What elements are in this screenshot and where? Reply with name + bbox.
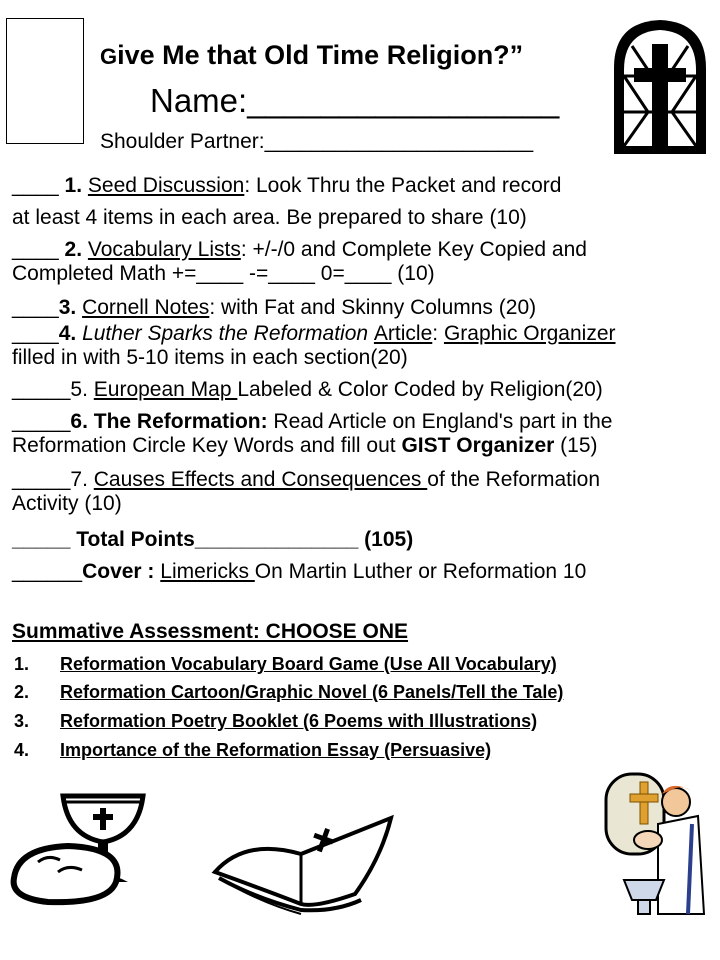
- task-4-line2: filled in with 5-10 items in each section(20): [12, 346, 408, 369]
- cover-task: [12, 560, 586, 583]
- option-2: [14, 682, 563, 703]
- task-6-points: (15): [554, 434, 598, 457]
- option-3-number: 3.: [14, 711, 30, 731]
- blank-box: [6, 18, 84, 144]
- cover-label: Cover :: [82, 560, 161, 583]
- task-7-line2: Activity (10): [12, 492, 122, 515]
- task-7-desc: of the Reformation: [427, 468, 601, 491]
- task-1-number: 1.: [58, 174, 88, 197]
- option-1-number: 1.: [14, 654, 30, 674]
- task-4-separator: :: [432, 322, 444, 345]
- task-1-line2: at least 4 items in each area. Be prepared to share (10): [12, 206, 527, 229]
- task-2: [12, 238, 587, 261]
- task-2-title: Vocabulary Lists: [87, 238, 241, 261]
- task-6: [12, 410, 612, 433]
- task-4-blank: ____: [12, 322, 59, 345]
- title-first-letter: G: [100, 44, 118, 69]
- task-3-title: Cornell Notes: [82, 296, 210, 319]
- option-4-text: Importance of the Reformation Essay (Persuasive): [60, 740, 492, 760]
- task-2-number: 2.: [58, 238, 88, 261]
- option-1-text: Reformation Vocabulary Board Game (Use All Vocabulary): [60, 654, 557, 674]
- task-7: [12, 468, 600, 491]
- task-4-organizer: Graphic Organizer: [443, 322, 616, 345]
- task-7-title: Causes Effects and Consequences: [93, 468, 428, 491]
- summative-heading: Summative Assessment: CHOOSE ONE: [12, 620, 409, 643]
- option-2-number: 2.: [14, 682, 30, 702]
- task-1-desc: : Look Thru the Packet and record: [244, 174, 562, 197]
- page-title: [100, 40, 523, 71]
- total-points: _____ Total Points______________ (105): [12, 528, 414, 551]
- task-2-desc: : +/-/0 and Complete Key Copied and: [240, 238, 587, 261]
- task-6-desc: Read Article on England's part in the: [267, 410, 613, 433]
- task-5-blank: _____: [12, 378, 71, 401]
- task-3-number: 3.: [58, 296, 83, 319]
- option-3: [14, 711, 537, 732]
- church-window-cross-icon: [608, 16, 712, 156]
- task-2-line2: Completed Math +=____ -=____ 0=____ (10): [12, 262, 435, 285]
- name-field: Name:_________________: [150, 82, 560, 119]
- task-6-line2: [12, 434, 598, 457]
- task-4-number: 4.: [58, 322, 83, 345]
- title-text: ive Me that Old Time Religion?”: [117, 40, 524, 70]
- task-5-number: 5.: [70, 378, 94, 401]
- open-bible-icon: [205, 798, 405, 918]
- priest-baptism-icon: [600, 768, 712, 916]
- task-3-blank: ____: [12, 296, 59, 319]
- option-4: [14, 740, 491, 761]
- task-5-desc: Labeled & Color Coded by Religion(20): [237, 378, 603, 401]
- task-7-number: 7.: [70, 468, 94, 491]
- shoulder-partner-field: Shoulder Partner:_______________________: [100, 130, 534, 153]
- task-5: [12, 378, 603, 401]
- task-6-blank: _____: [12, 410, 71, 433]
- task-6-line2-text: Reformation Circle Key Words and fill out: [12, 434, 402, 457]
- task-1-blank: ____: [12, 174, 59, 197]
- task-6-title: 6. The Reformation:: [70, 410, 268, 433]
- task-1: [12, 174, 561, 197]
- option-1: [14, 654, 557, 675]
- task-4: [12, 322, 616, 345]
- cover-blank: ______: [12, 560, 83, 583]
- task-6-gist: GIST Organizer: [401, 434, 555, 457]
- cover-desc: On Martin Luther or Reformation 10: [254, 560, 587, 583]
- option-2-text: Reformation Cartoon/Graphic Novel (6 Panels/Tell the Tale): [60, 682, 564, 702]
- task-7-blank: _____: [12, 468, 71, 491]
- task-5-title: European Map: [93, 378, 238, 401]
- task-4-title: Article: [373, 322, 433, 345]
- chalice-bread-icon: [8, 786, 178, 906]
- cover-title: Limericks: [160, 560, 255, 583]
- option-3-text: Reformation Poetry Booklet (6 Poems with Illustrations): [60, 711, 538, 731]
- task-4-article-title: Luther Sparks the Reformation: [82, 322, 374, 345]
- task-2-blank: ____: [12, 238, 59, 261]
- task-1-title: Seed Discussion: [87, 174, 245, 197]
- task-3: [12, 296, 536, 319]
- option-4-number: 4.: [14, 740, 30, 760]
- task-3-desc: : with Fat and Skinny Columns (20): [209, 296, 537, 319]
